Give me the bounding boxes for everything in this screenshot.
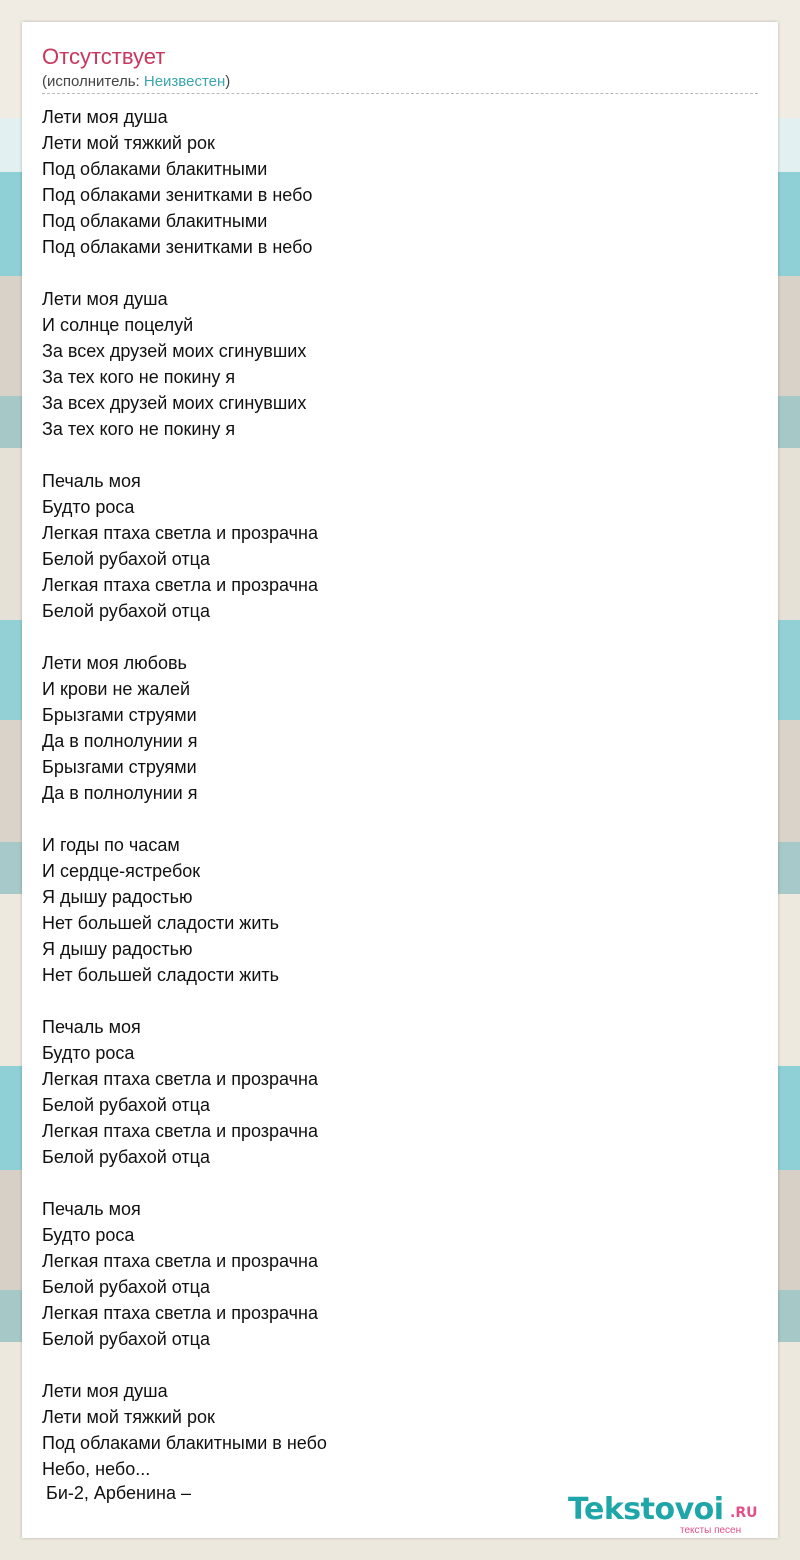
lyrics-stanza (42, 650, 758, 806)
lyric-line: Будто роса (42, 497, 135, 517)
lyric-line: Нет большей сладости жить (42, 965, 280, 985)
lyric-line: Лети моя душа (42, 289, 168, 309)
lyrics-stanza (42, 104, 758, 260)
lyric-line: Легкая птаха светла и прозрачна (42, 523, 318, 543)
artist-line (42, 73, 230, 91)
logo-tagline: тексты песен (680, 1525, 742, 1536)
lyric-line: Белой рубахой отца (42, 1095, 210, 1115)
lyric-line: И солнце поцелуй (42, 315, 194, 335)
lyrics-stanza (42, 832, 758, 988)
dashed-divider (42, 93, 758, 94)
lyric-line: Под облаками зенитками в небо (42, 237, 313, 257)
lyrics-stanza (42, 1014, 758, 1170)
lyric-line: Белой рубахой отца (42, 1329, 210, 1349)
lyric-line: Легкая птаха светла и прозрачна (42, 1303, 318, 1323)
artist-prefix: (исполнитель: (42, 73, 144, 90)
lyric-line: Легкая птаха светла и прозрачна (42, 1121, 318, 1141)
lyrics-stanza (42, 286, 758, 442)
lyric-line: И годы по часам (42, 835, 180, 855)
lyric-line: Лети мой тяжкий рок (42, 1407, 215, 1427)
lyric-line: За тех кого не покину я (42, 367, 236, 387)
lyric-line: Белой рубахой отца (42, 549, 210, 569)
lyric-line: За тех кого не покину я (42, 419, 236, 439)
lyrics-stanza (42, 1378, 758, 1482)
lyrics-stanza (42, 468, 758, 624)
artist-suffix: ) (225, 73, 231, 90)
lyric-line: Под облаками блакитными (42, 211, 268, 231)
lyric-line: Да в полнолунии я (42, 731, 198, 751)
lyrics-stanza (42, 1196, 758, 1352)
lyric-line: Да в полнолунии я (42, 783, 198, 803)
logo-text: Tekstovoi (568, 1492, 724, 1527)
lyric-line: Брызгами струями (42, 757, 197, 777)
lyric-line: За всех друзей моих сгинувших (42, 393, 307, 413)
lyric-line: Под облаками зенитками в небо (42, 185, 313, 205)
lyric-line: Печаль моя (42, 1199, 141, 1219)
lyric-line: Под облаками блакитными в небо (42, 1433, 327, 1453)
lyric-line: И сердце-ястребок (42, 861, 201, 881)
lyric-line: Нет большей сладости жить (42, 913, 280, 933)
lyrics-credit: Би-2, Арбенина – (46, 1483, 191, 1503)
lyric-line: Печаль моя (42, 1017, 141, 1037)
lyric-line: Под облаками блакитными (42, 159, 268, 179)
lyric-line: За всех друзей моих сгинувших (42, 341, 307, 361)
lyric-line: Брызгами струями (42, 705, 197, 725)
lyric-line: Легкая птаха светла и прозрачна (42, 1251, 318, 1271)
lyric-line: Лети моя душа (42, 1381, 168, 1401)
lyric-line: Белой рубахой отца (42, 601, 210, 621)
lyric-line: Я дышу радостью (42, 887, 193, 907)
site-logo[interactable] (568, 1492, 778, 1536)
lyric-line: И крови не жалей (42, 679, 191, 699)
lyric-line: Печаль моя (42, 471, 141, 491)
lyric-line: Лети моя душа (42, 107, 168, 127)
lyric-line: Я дышу радостью (42, 939, 193, 959)
lyric-line: Белой рубахой отца (42, 1147, 210, 1167)
lyric-line: Белой рубахой отца (42, 1277, 210, 1297)
lyric-line: Лети моя любовь (42, 653, 187, 673)
lyric-line: Лети мой тяжкий рок (42, 133, 215, 153)
lyric-line: Легкая птаха светла и прозрачна (42, 575, 318, 595)
song-title: Отсутствует (42, 44, 166, 69)
lyric-line: Легкая птаха светла и прозрачна (42, 1069, 318, 1089)
logo-domain: .RU (730, 1505, 758, 1521)
lyrics-body (42, 104, 758, 1482)
artist-link[interactable]: Неизвестен (143, 73, 226, 90)
lyric-line: Будто роса (42, 1225, 135, 1245)
lyric-line: Будто роса (42, 1043, 135, 1063)
lyrics-card (22, 22, 778, 1538)
lyric-line: Небо, небо... (42, 1459, 151, 1479)
